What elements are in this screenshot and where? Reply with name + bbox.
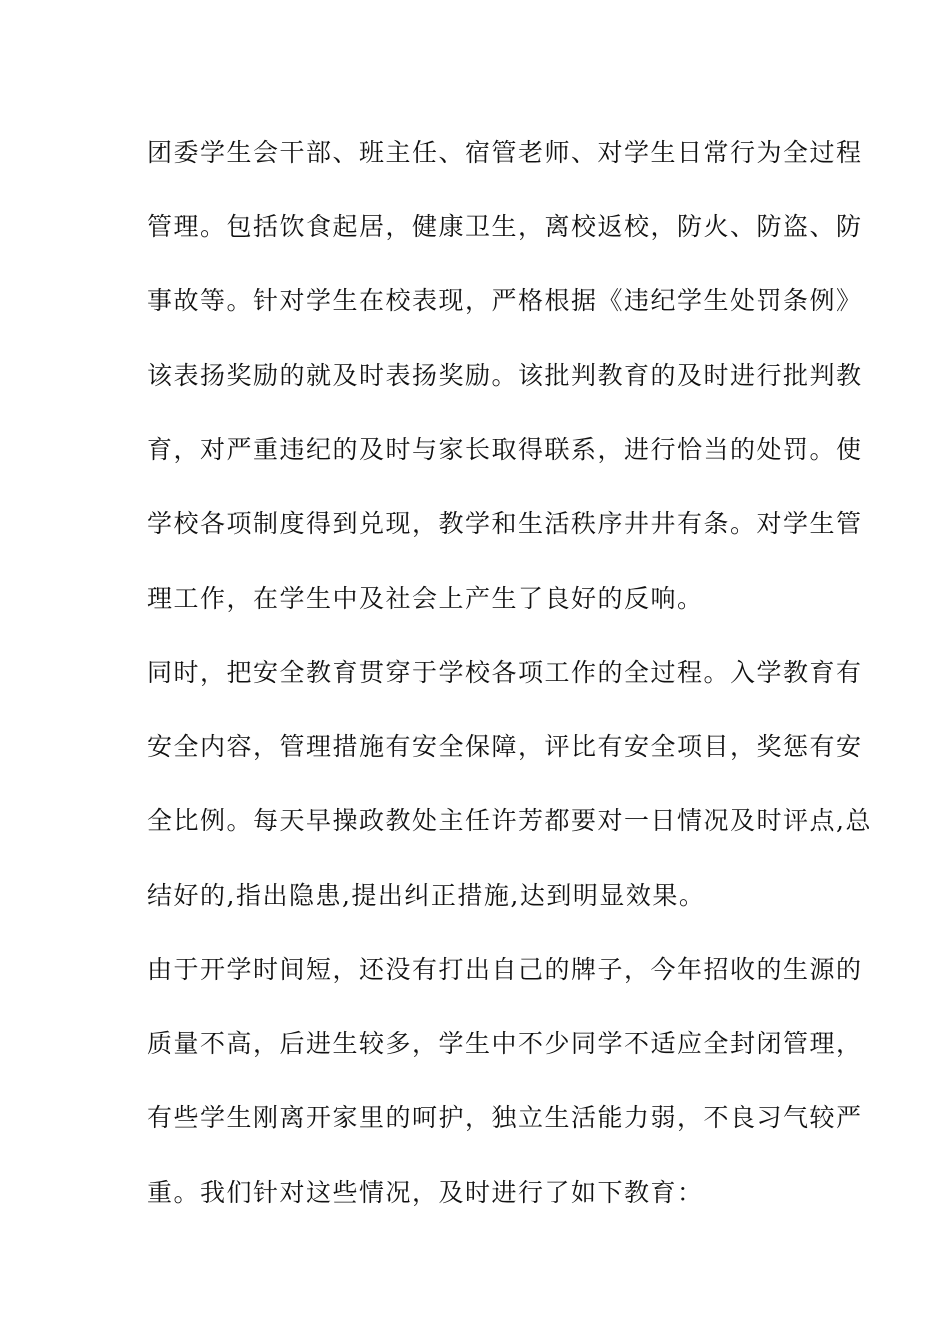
text-line: 质量不高，后进生较多，学生中不少同学不适应全封闭管理， [147, 1029, 863, 1058]
text-line: 理工作，在学生中及社会上产生了良好的反响。 [147, 584, 704, 613]
text-line: 育，对严重违纪的及时与家长取得联系，进行恰当的处罚。使 [147, 435, 863, 464]
text-line: 事故等。针对学生在校表现，严格根据《违纪学生处罚条例》 [147, 286, 863, 315]
text-line: 团委学生会干部、班主任、宿管老师、对学生日常行为全过程 [147, 138, 863, 167]
text-line: 由于开学时间短，还没有打出自己的牌子，今年招收的生源的 [147, 955, 863, 984]
text-line: 安全内容，管理措施有安全保障，评比有安全项目，奖惩有安 [147, 732, 863, 761]
text-line: 该表扬奖励的就及时表扬奖励。该批判教育的及时进行批判教 [147, 361, 863, 390]
text-line: 管理。包括饮食起居，健康卫生，离校返校，防火、防盗、防 [147, 212, 863, 241]
text-line: 结好的,指出隐患,提出纠正措施,达到明显效果。 [147, 881, 706, 910]
text-line: 同时，把安全教育贯穿于学校各项工作的全过程。入学教育有 [147, 658, 863, 687]
text-line: 学校各项制度得到兑现，教学和生活秩序井井有条。对学生管 [147, 509, 863, 538]
text-line: 重。我们针对这些情况，及时进行了如下教育： [147, 1178, 704, 1207]
text-line: 全比例。每天早操政教处主任许芳都要对一日情况及时评点,总 [147, 806, 872, 835]
text-line: 有些学生刚离开家里的呵护，独立生活能力弱，不良习气较严 [147, 1103, 863, 1132]
